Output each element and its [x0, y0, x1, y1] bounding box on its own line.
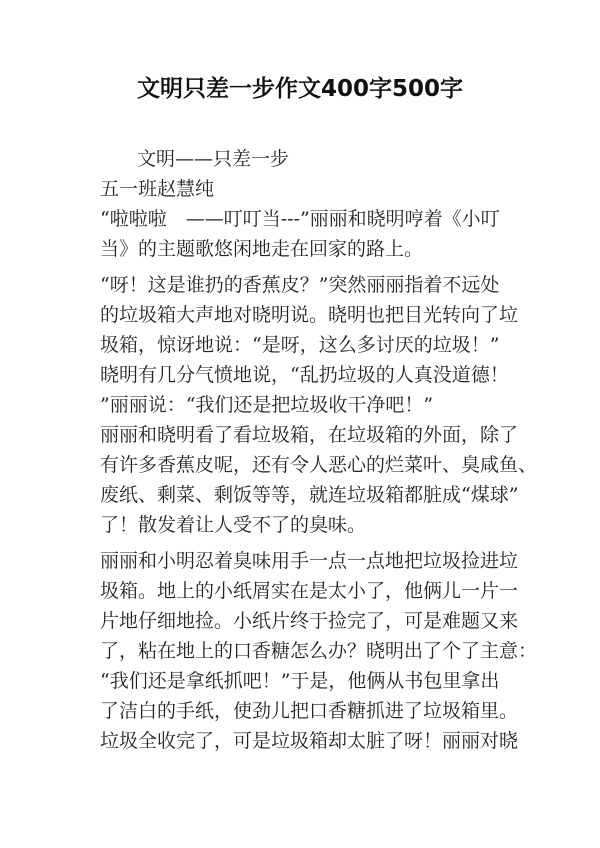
essay-line: 有许多香蕉皮呢，还有令人恶心的烂菜叶、臭咸鱼、 — [100, 454, 538, 476]
essay-line: “啦啦啦 ——叮叮当---”丽丽和晓明哼着《小叮 — [100, 208, 500, 230]
essay-line: 当》的主题歌悠闲地走在回家的路上。 — [100, 238, 424, 260]
essay-line: 了，粘在地上的口香糖怎么办？晓明出了个了主意： — [100, 640, 538, 662]
essay-line: 垃圾全收完了，可是垃圾箱却太脏了呀！丽丽对晓 — [100, 730, 519, 752]
essay-line: 五一班赵慧纯 — [100, 178, 215, 200]
essay-line: 圾箱。地上的小纸屑实在是太小了，他俩儿一片一 — [100, 580, 519, 602]
essay-line: 晓明有几分气愤地说，“乱扔垃圾的人真没道德！ — [100, 364, 509, 386]
page-title: 文明只差一步作文400字500字 — [136, 76, 464, 102]
essay-line: 废纸、剩菜、剩饭等等，就连垃圾箱都脏成“煤球” — [100, 484, 519, 506]
essay-line: “我们还是拿纸抓吧！”于是，他俩从书包里拿出 — [100, 670, 500, 692]
essay-line: 丽丽和小明忍着臭味用手一点一点地把垃圾捡进垃 — [100, 550, 519, 572]
essay-line: 了！散发着让人受不了的臭味。 — [100, 514, 367, 536]
essay-line: 文明——只差一步 — [137, 148, 290, 170]
essay-line: ”丽丽说：“我们还是把垃圾收干净吧！” — [100, 394, 434, 416]
essay-line: 圾箱，惊讶地说：“是呀，这么多讨厌的垃圾！” — [100, 334, 500, 356]
essay-line: 的垃圾箱大声地对晓明说。晓明也把目光转向了垃 — [100, 304, 519, 326]
essay-line: “呀！这是谁扔的香蕉皮？”突然丽丽指着不远处 — [100, 274, 500, 296]
essay-line: 片地仔细地捡。小纸片终于捡完了，可是难题又来 — [100, 610, 519, 632]
essay-line: 了洁白的手纸，使劲儿把口香糖抓进了垃圾箱里。 — [100, 700, 519, 722]
essay-line: 丽丽和晓明看了看垃圾箱，在垃圾箱的外面，除了 — [100, 424, 519, 446]
